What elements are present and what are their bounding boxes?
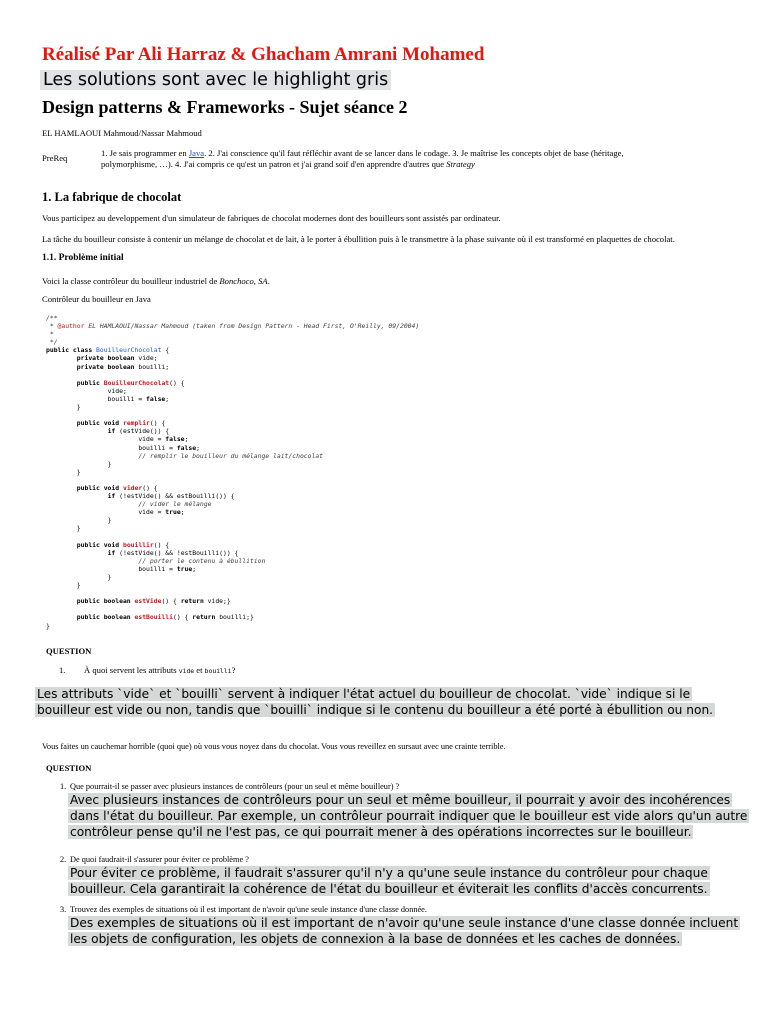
java-code-block: /** * @author EL HAMLAOUI/Nassar Mahmoud (taken from Design Pattern - Head First, O'Reilly, 09/2004) * */ public class BouilleurChocolat { private boolean vide; private boolean bouilli; public BouilleurChocolat() { vide; bouilli = false; } public void remplir() { if (estVide()) { vide = false; bouilli = false; // remplir le bouilleur du mélange lait/chocolat } } public void vider() { if (!estVide() && estBouilli()) { // vider le mélange vide = true; } } public void bouillir() { if (!estVide() && !estBouilli()) { // porter le contenu à ébullition bouilli = true; } } public boolean estVide() { return vide;} public boolean estBouilli() { return bouilli;} }: [46, 314, 420, 630]
question-1-item: 1. À quoi servent les attributs vide et bouilli?: [59, 665, 236, 675]
answer-2-2: Pour éviter ce problème, il faudrait s'assurer qu'il n'y a qu'une seule instance du contrôleur pour chaque bouilleur. Cela garantirait la cohérence de l'état du bouilleur et éviterait les conflits d'accès concurrents.: [70, 866, 708, 896]
question-2-1: 1. Que pourrait-il se passer avec plusieurs instances de contrôleurs (pour un seul et même bouilleur) ?: [60, 782, 400, 791]
question-label-2: QUESTION: [46, 763, 92, 773]
answer-2-1: Avec plusieurs instances de contrôleurs pour un seul et même bouilleur, il pourrait y avoir des incohérences dans l'état du bouilleur. Par exemple, un contrôleur pourrait indiquer que le bouilleur est vide alors qu'un autre contrôleur pense qu'il ne l'est pas, ce qui pourrait mener à des opérations incorrectes sur le bouilleur.: [70, 793, 748, 839]
section-heading-fabrique: 1. La fabrique de chocolat: [42, 190, 182, 204]
paragraph-intro: Vous participez au developpement d'un simulateur de fabriques de chocolat modernes dont des bouilleurs sont assistés par ordinateur.: [42, 213, 501, 223]
paragraph-nightmare: Vous faites un cauchemar horrible (quoi que) où vous vous noyez dans du chocolat. Vous vous reveillez en sursaut avec une crainte terrible.: [42, 742, 506, 751]
question-2-3: 3. Trouvez des exemples de situations où il est important de n'avoir qu'une seule instance d'une classe donnée.: [60, 905, 427, 914]
highlight-note: Les solutions sont avec le highlight gris: [40, 70, 391, 90]
paragraph-bouilleur-task: La tâche du bouilleur consiste à contenir un mélange de chocolat et de lait, à le porter à ébullition puis à le transmettre à la phase suivante où il est transformé en plaquettes de chocolat.: [42, 234, 675, 244]
authors-red-title: Réalisé Par Ali Harraz & Ghacham Amrani Mohamed: [42, 44, 485, 65]
answer-1: Les attributs `vide` et `bouilli` servent à indiquer l'état actuel du bouilleur de chocolat. `vide` indique si le bouilleur est vide ou non, tandis que `bouilli` indique si le contenu du bouilleur a été porté à ébullition ou non.: [37, 687, 714, 717]
code-caption: Contrôleur du bouilleur en Java: [42, 294, 151, 304]
question-2-2: 2. De quoi faudrait-il s'assurer pour éviter ce problème ?: [60, 855, 249, 864]
java-link[interactable]: Java: [188, 148, 205, 158]
question-label-1: QUESTION: [46, 646, 92, 656]
subsection-heading-probleme: 1.1. Problème initial: [42, 253, 124, 263]
prereq-text: 1. Je sais programmer en Java. 2. J'ai conscience qu'il faut réfléchir avant de se lancer dans le codage. 3. Je maîtrise les concepts objet de base (héritage, polymorphisme, …). 4. J'ai compris ce qu'est un patron et j'ai grand soif d'en apprendre d'autres que Strategy: [101, 148, 624, 169]
document-title: Design patterns & Frameworks - Sujet séance 2: [42, 97, 408, 117]
prereq-label: PreReq: [42, 153, 68, 163]
answer-2-3: Des exemples de situations où il est important de n'avoir qu'une seule instance d'une classe donnée incluent les objets de configuration, les objets de connexion à la base de données et les caches de données.: [70, 916, 739, 946]
paragraph-class-intro: Voici la classe contrôleur du bouilleur industriel de Bonchoco, SA.: [42, 276, 270, 286]
teachers-line: EL HAMLAOUI Mahmoud/Nassar Mahmoud: [42, 128, 202, 138]
